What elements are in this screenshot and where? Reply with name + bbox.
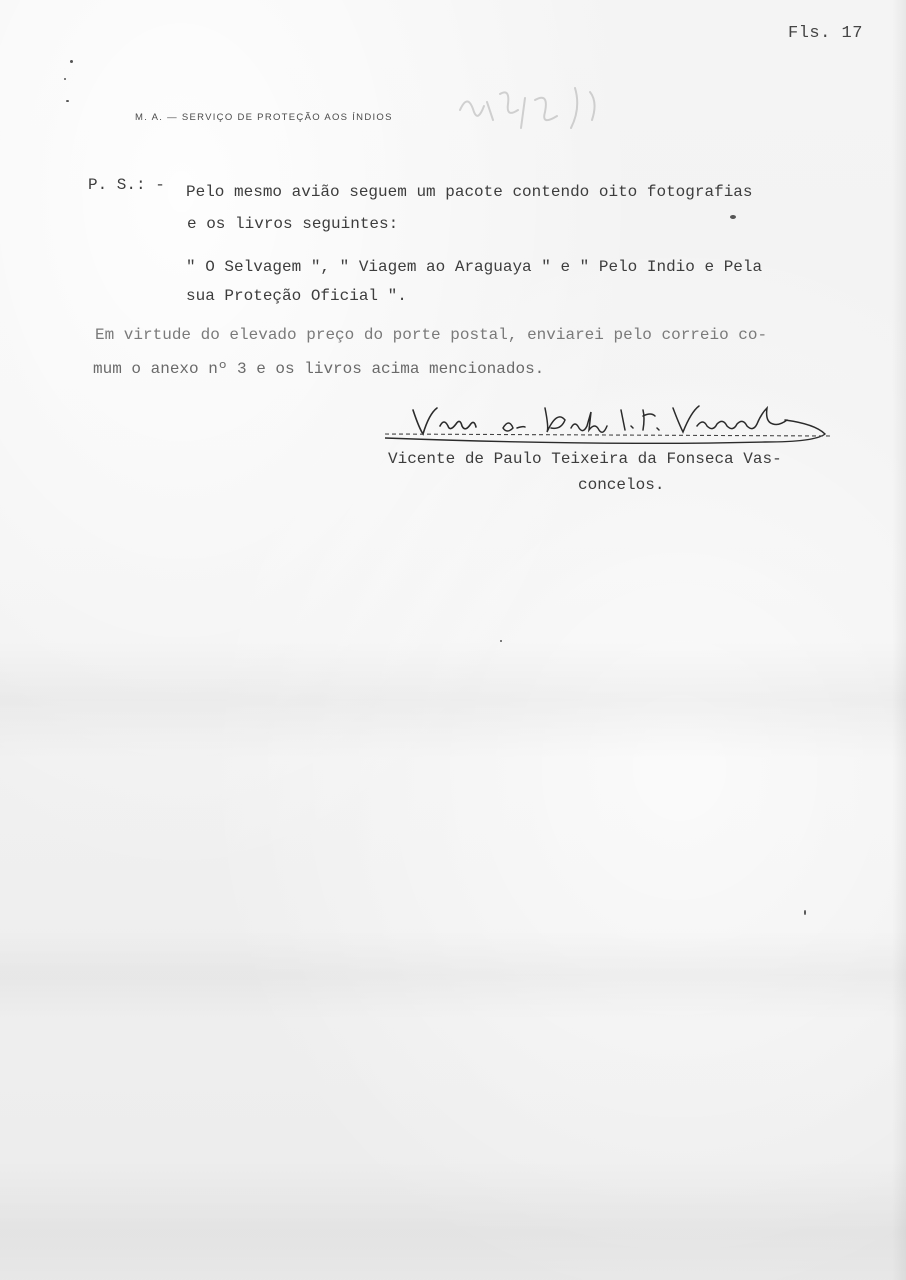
postscript-line: sua Proteção Oficial ". bbox=[186, 287, 407, 305]
postscript-line: " O Selvagem ", " Viagem ao Araguaya " e " Pelo Indio e Pela bbox=[186, 258, 763, 276]
handwritten-signature bbox=[385, 398, 840, 458]
folio-number: Fls. 17 bbox=[788, 24, 863, 43]
postscript-line: Pelo mesmo avião seguem um pacote contendo oito fotografias bbox=[186, 183, 753, 201]
signatory-name-continuation: concelos. bbox=[578, 476, 665, 494]
paper-fold bbox=[0, 930, 906, 1020]
body-line: mum o anexo nº 3 e os livros acima mencionados. bbox=[93, 360, 545, 378]
letterhead: M. A. — SERVIÇO DE PROTEÇÃO AOS ÍNDIOS bbox=[135, 112, 393, 123]
postscript-line: e os livros seguintes: bbox=[187, 215, 399, 233]
pencil-annotation bbox=[455, 80, 620, 140]
postscript-label: P. S.: - bbox=[88, 176, 165, 194]
paper-fold bbox=[0, 1160, 906, 1280]
page-edge-shadow bbox=[892, 0, 906, 1280]
paper-fold bbox=[0, 640, 906, 760]
body-line: Em virtude do elevado preço do porte postal, enviarei pelo correio co- bbox=[95, 326, 768, 344]
signatory-name: Vicente de Paulo Teixeira da Fonseca Vas- bbox=[388, 450, 782, 468]
